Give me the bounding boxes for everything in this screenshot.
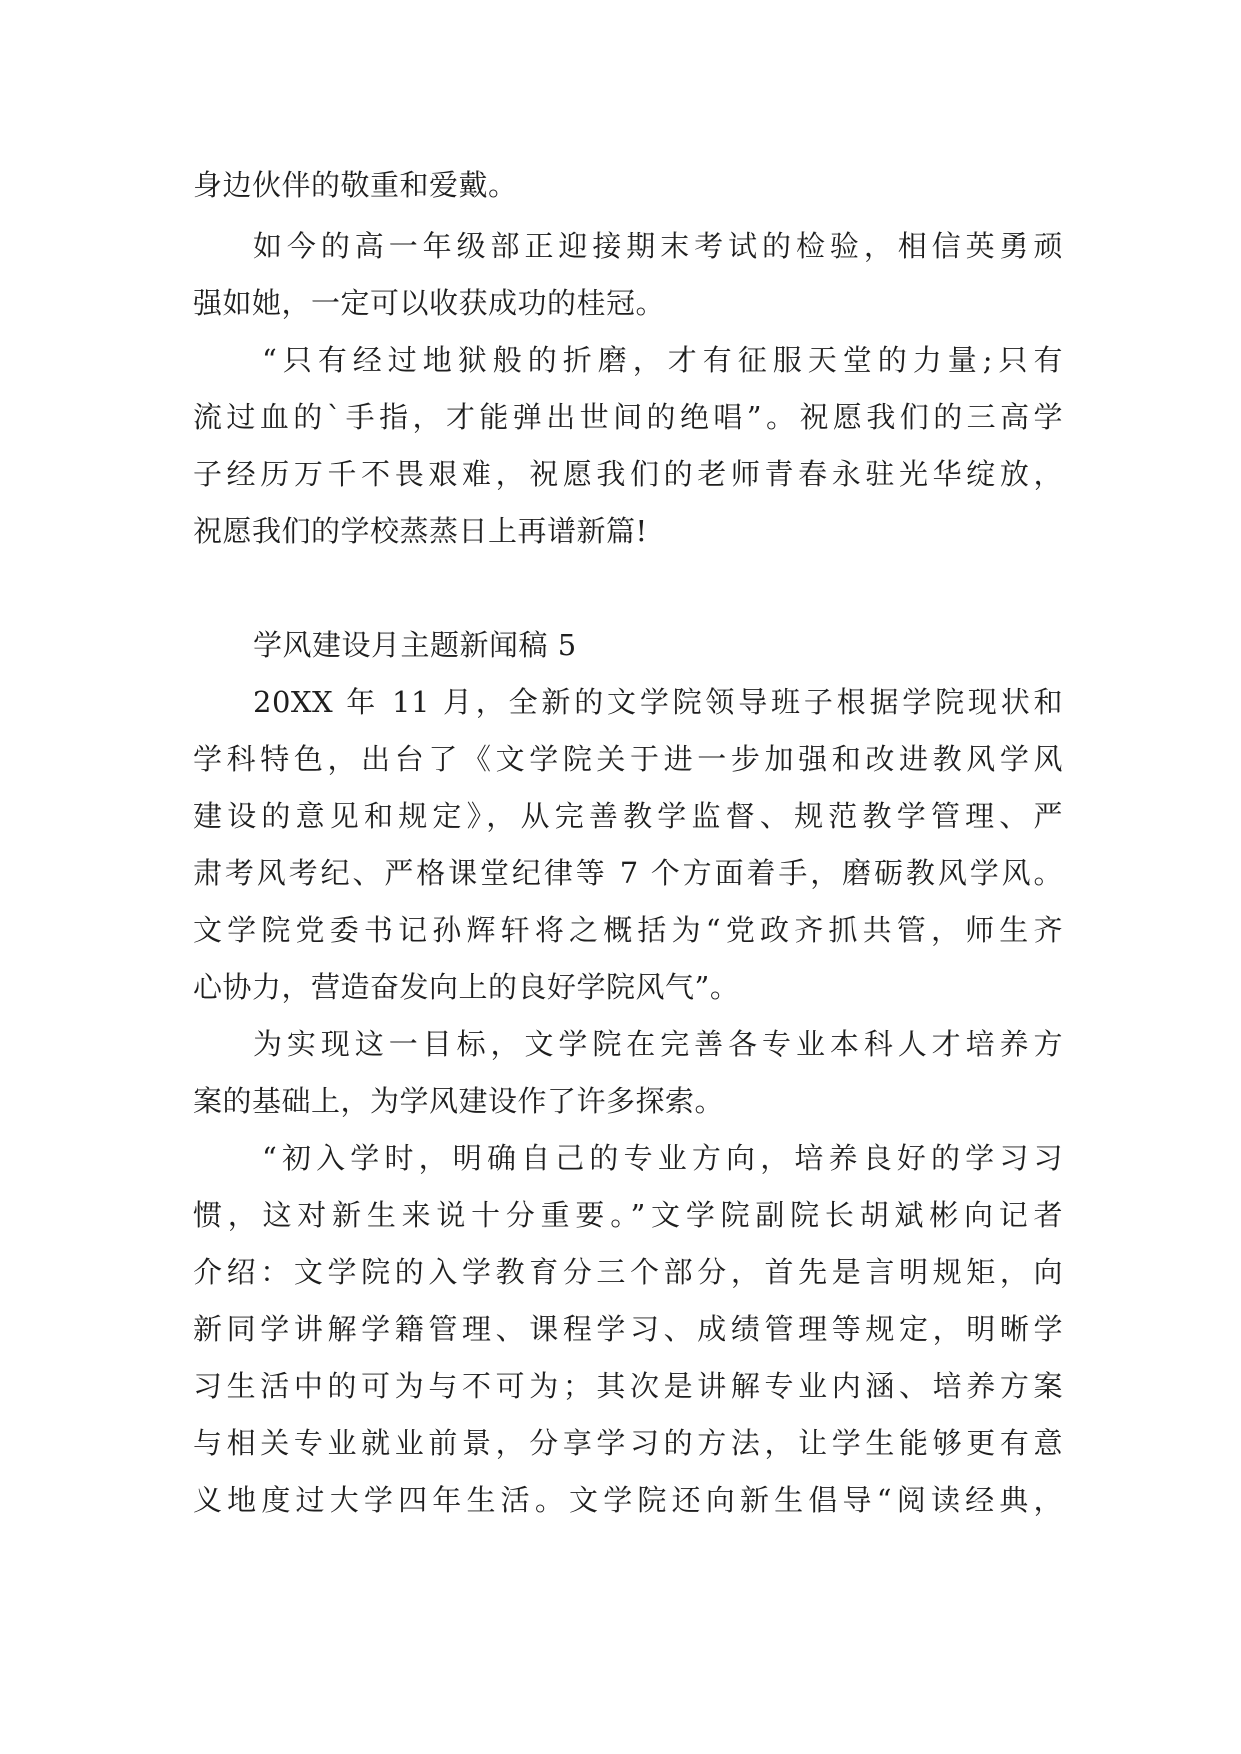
paragraph-line: 文学院党委书记孙辉轩将之概括为“党政齐抓共管，师生齐	[193, 913, 1063, 947]
paragraph-line: 为实现这一目标，文学院在完善各专业本科人才培养方	[253, 1027, 1063, 1061]
section-heading: 学风建设月主题新闻稿 5	[253, 628, 577, 662]
paragraph-line: 祝愿我们的学校蒸蒸日上再谱新篇!	[193, 514, 648, 548]
paragraph-line: 案的基础上，为学风建设作了许多探索。	[193, 1084, 725, 1118]
paragraph-line: 子经历万千不畏艰难，祝愿我们的老师青春永驻光华绽放，	[193, 457, 1063, 491]
paragraph-line: 身边伙伴的敬重和爱戴。	[193, 168, 518, 202]
paragraph-line: 惯，这对新生来说十分重要。”文学院副院长胡斌彬向记者	[193, 1198, 1063, 1232]
paragraph-line: 与相关专业就业前景，分享学习的方法，让学生能够更有意	[193, 1426, 1063, 1460]
paragraph-line: 介绍：文学院的入学教育分三个部分，首先是言明规矩，向	[193, 1255, 1063, 1289]
paragraph-line: 新同学讲解学籍管理、课程学习、成绩管理等规定，明晰学	[193, 1312, 1063, 1346]
paragraph-line: 心协力，营造奋发向上的良好学院风气”。	[193, 970, 740, 1004]
paragraph-line: 如今的高一年级部正迎接期末考试的检验，相信英勇顽	[253, 229, 1063, 263]
paragraph-line: 20XX 年 11 月，全新的文学院领导班子根据学院现状和	[253, 685, 1063, 719]
paragraph-line: 强如她，一定可以收获成功的桂冠。	[193, 286, 666, 320]
paragraph-line: 建设的意见和规定》，从完善教学监督、规范教学管理、严	[193, 799, 1063, 833]
paragraph-line: “只有经过地狱般的折磨，才有征服天堂的力量;只有	[262, 343, 1063, 377]
paragraph-line: “初入学时，明确自己的专业方向，培养良好的学习习	[262, 1141, 1063, 1175]
paragraph-line: 习生活中的可为与不可为；其次是讲解专业内涵、培养方案	[193, 1369, 1063, 1403]
paragraph-line: 流过血的`手指，才能弹出世间的绝唱”。祝愿我们的三高学	[193, 400, 1063, 434]
paragraph-line: 肃考风考纪、严格课堂纪律等 7 个方面着手，磨砺教风学风。	[193, 856, 1063, 890]
paragraph-line: 学科特色，出台了《文学院关于进一步加强和改进教风学风	[193, 742, 1063, 776]
paragraph-line: 义地度过大学四年生活。文学院还向新生倡导“阅读经典，	[193, 1483, 1063, 1517]
